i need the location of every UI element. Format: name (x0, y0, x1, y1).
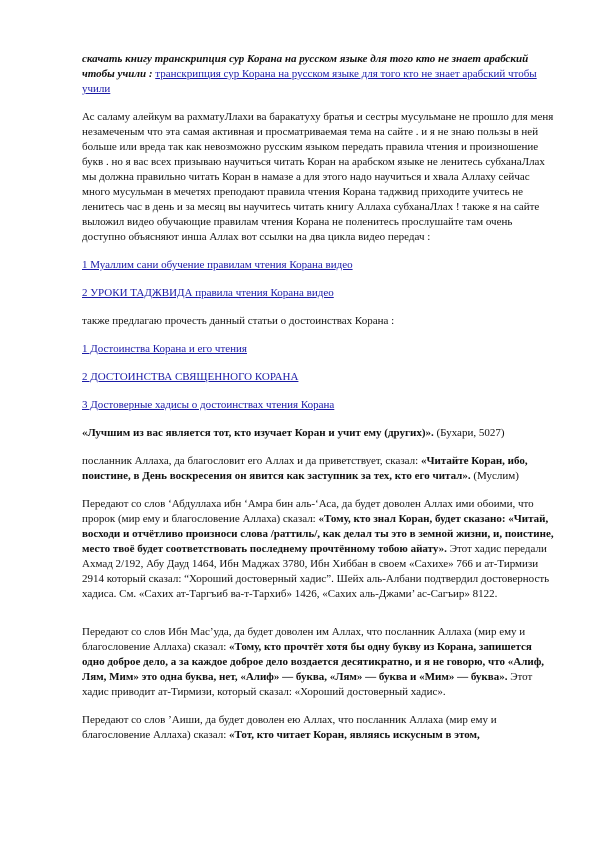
title-separator: : (146, 68, 156, 80)
article-link-3[interactable]: 3 Достоверные хадисы о достоинствах чтения Корана (82, 399, 335, 411)
header-paragraph (82, 52, 556, 97)
video-link-1[interactable]: 1 Муаллим сани обучение правилам чтения Корана видео (82, 259, 353, 271)
hadith-2-intro: посланник Аллаха, да благословит его Аллах и да приветствует, сказал: (82, 455, 421, 467)
article-link-1-paragraph (82, 342, 556, 357)
hadith-3-source: Этот хадис передали Ахмад 2/192, Абу Дауд 1464, Ибн Маджах 3780, Ибн Хиббан в своем «Сахихе» 766 и ат-Тирмизи 2914 который сказал: “Хороший достоверный хадис”. Шейх аль-Албани подтвердил достоверность хадиса. См. «Сахих ат-Таргъиб ва-т-Тархиб» 1426, «Сахих аль-Джами’ ас-Сагъир» 8122. (82, 543, 550, 600)
hadith-4-source: Этот хадис приводит ат-Тирмизи, который сказал: «Хороший достоверный хадис». (82, 671, 533, 698)
video-link-1-paragraph (82, 258, 556, 273)
title-link[interactable]: транскрипция сур Корана на русском языке для того кто не знает арабский чтобы учили (82, 68, 537, 95)
hadith-2 (82, 454, 556, 484)
article-link-2[interactable]: 2 ДОСТОИНСТВА СВЯЩЕННОГО КОРАНА (82, 371, 299, 383)
hadith-2-quote: «Читайте Коран, ибо, поистине, в День воскресения он явится как заступник за тех, кто его читал». (82, 455, 528, 482)
hadith-4-quote: «Тому, кто прочтёт хотя бы одну букву из Корана, запишется одно доброе дело, а за каждое доброе дело воздается десятикратно, и я не говорю, что «Алиф, Лям, Мим» это одна буква, нет, «Алиф» — буква, «Лям» — буква и «Мим» — буква». (82, 641, 545, 683)
spacer (82, 615, 556, 625)
hadith-4-intro: Передают со слов Ибн Мас’уда, да будет доволен им Аллах, что посланник Аллаха (мир ему и благословение Аллаха) сказал: (82, 626, 526, 653)
hadith-5 (82, 713, 556, 743)
hadith-1-source: (Бухари, 5027) (433, 427, 505, 439)
intro-paragraph: Ас саламу алейкум ва рахматуЛлахи ва баракатуху братья и сестры мусульмане не прошло для меня незамеченым что эта самая активная и просматриваемая тема на сайте . и я не знаю пользы в ней больше или вреда так как невозможно русским языком передать правила чтения и произношение букв . но я вас всех призываю научиться читать Коран на арабском языке не ленитесь субханаЛлах мы должна правильно читать Коран в намазе а для этого надо научиться и хвала Аллаху сейчас много мусульман в мечетях преподают правила чтения Корана таджвид приходите учитесь не ленитесь час в день и за месяц вы научитесь читать книгу Аллаха субханаЛлах ! также я на сайте выложил видео обучающие правилам чтения Корана не поленитесь прослушайте там очень доступно объясняют инша Аллах вот ссылки на два цикла видео передач : (82, 111, 554, 243)
article-link-2-paragraph (82, 370, 556, 385)
document-page (82, 52, 556, 756)
hadith-3-intro: Передают со слов ‘Абдуллаха ибн ‘Амра бин аль-‘Аса, да будет доволен Аллах ими обоими, что пророк (мир ему и благословение Аллаха) сказал: (82, 498, 534, 525)
also-text: также предлагаю прочесть данный статьи о достоинствах Корана : (82, 315, 395, 327)
hadith-5-intro: Передают со слов ’Аиши, да будет доволен ею Аллах, что посланник Аллаха (мир ему и благословение Аллаха) сказал: (82, 714, 497, 741)
hadith-5-quote: «Тот, кто читает Коран, являясь искусным в этом, (229, 729, 480, 741)
article-link-1[interactable]: 1 Достоинства Корана и его чтения (82, 343, 247, 355)
hadith-1 (82, 426, 556, 441)
hadith-3 (82, 497, 556, 602)
video-link-2[interactable]: 2 УРОКИ ТАДЖВИДА правила чтения Корана видео (82, 287, 334, 299)
hadith-4 (82, 625, 556, 700)
page-title: скачать книгу транскрипция сур Корана на русском языке для того кто не знает арабский чтобы учили (82, 53, 529, 80)
article-link-3-paragraph (82, 398, 556, 413)
hadith-2-source: (Муслим) (470, 470, 519, 482)
hadith-3-quote: «Тому, кто знал Коран, будет сказано: «Читай, восходи и отчётливо произноси слова /раттиль/, как делал ты это в земной жизни, и, поистине, место твоё будет соответствовать последнему прочтённому тобою айату». (82, 513, 554, 555)
video-link-2-paragraph (82, 286, 556, 301)
hadith-1-quote: «Лучшим из вас является тот, кто изучает Коран и учит ему (других)». (82, 427, 434, 439)
